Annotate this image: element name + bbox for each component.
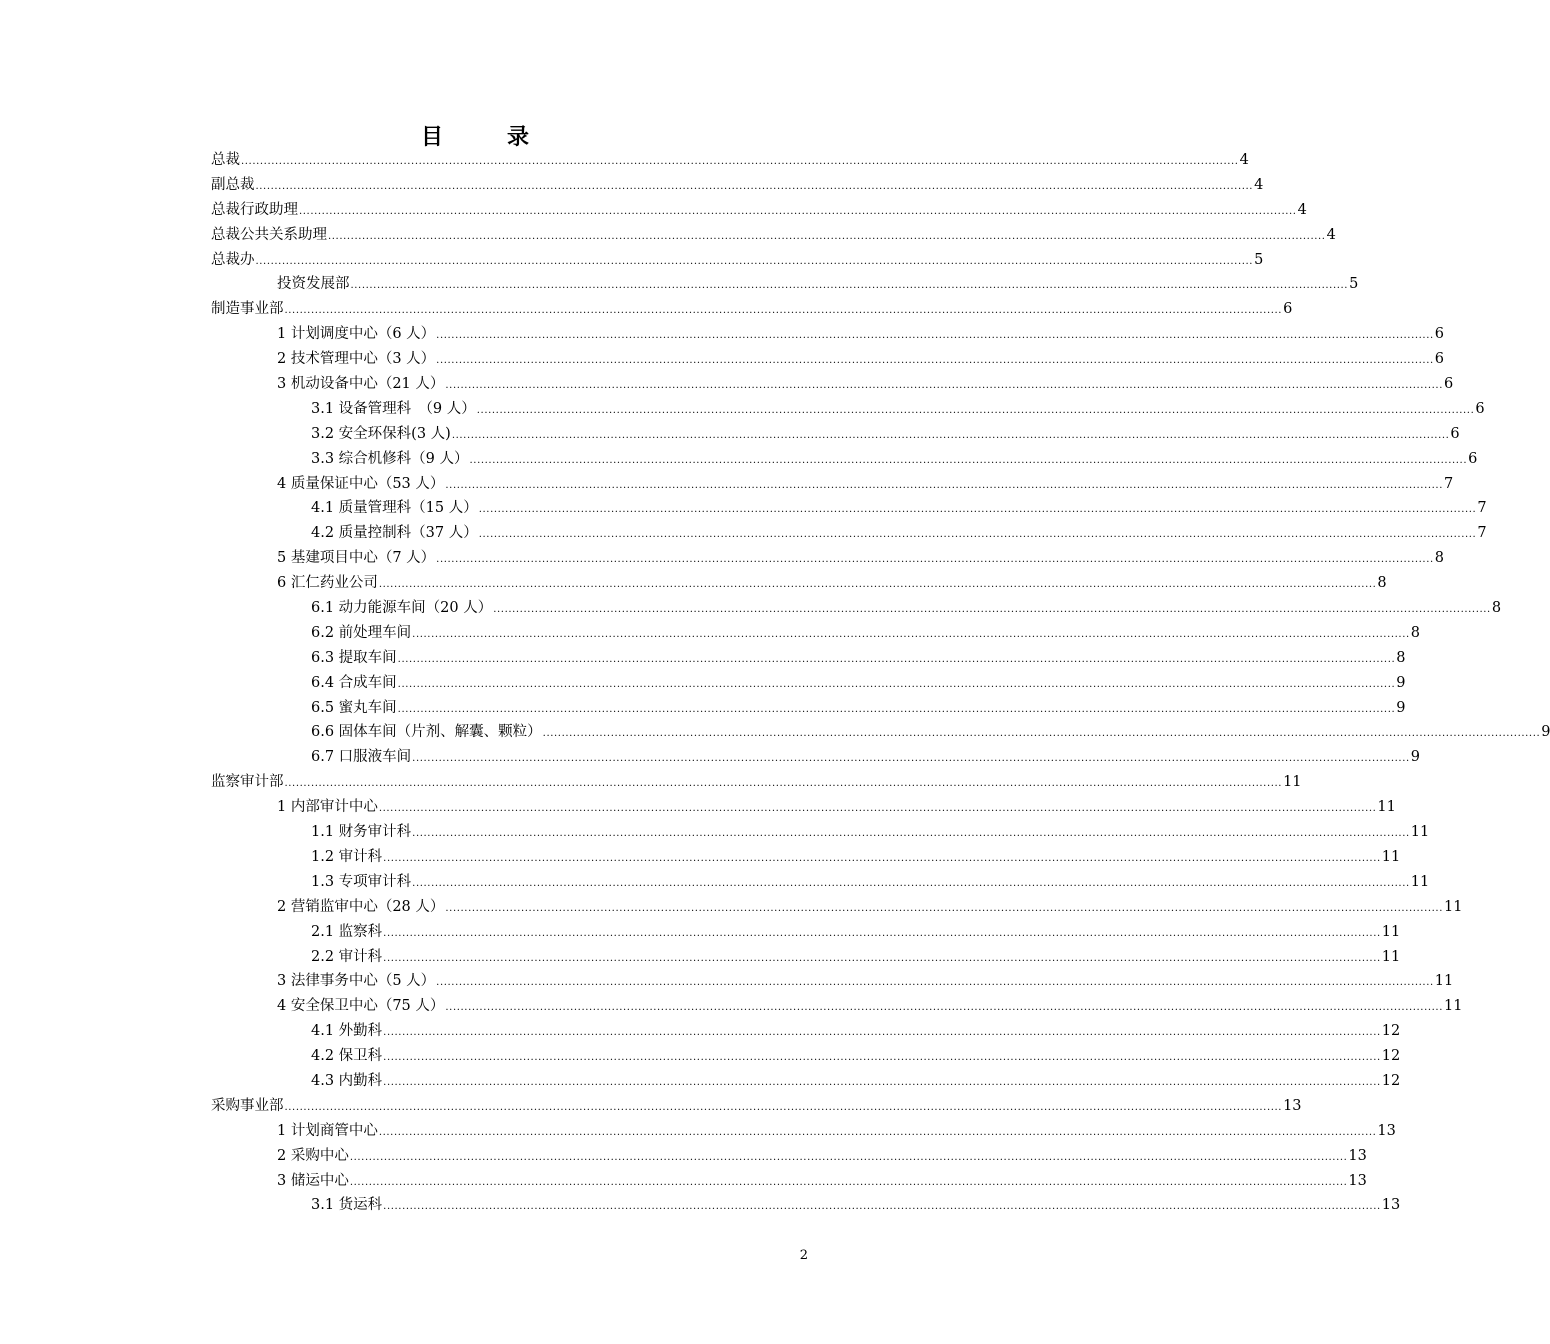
toc-entry[interactable]: [211, 297, 1293, 322]
toc-entry-page: 11: [1381, 948, 1401, 965]
toc-entry[interactable]: [211, 720, 1550, 745]
toc-entry-title: 2 技术管理中心（3 人）: [277, 351, 436, 368]
toc-leader-dots: [256, 175, 1254, 200]
toc-entry-title: 3 法律事务中心（5 人）: [277, 973, 436, 990]
toc-leader-dots: [285, 1096, 1283, 1121]
toc-leader-dots: [398, 673, 1396, 698]
toc-entry-title: 1.1 财务审计科: [311, 824, 412, 841]
toc-entry-title: 2.2 审计科: [311, 948, 383, 965]
toc-entry-page: 7: [1477, 525, 1487, 542]
toc-leader-dots: [436, 971, 1434, 996]
toc-entry[interactable]: [211, 223, 1336, 248]
toc-entry-page: 12: [1381, 1023, 1401, 1040]
toc-leader-dots: [299, 200, 1297, 225]
toc-entry-page: 7: [1443, 475, 1454, 492]
toc-entry-title: 副总裁: [211, 176, 255, 193]
toc-leader-dots: [452, 424, 1450, 449]
toc-entry-title: 4.2 质量控制科（37 人）: [311, 525, 478, 542]
toc-entry-page: 6: [1434, 326, 1444, 343]
toc-entry-title: 4 质量保证中心（53 人）: [277, 475, 445, 492]
toc-entry[interactable]: [211, 372, 1454, 397]
toc-entry-page: 6: [1475, 400, 1485, 417]
toc-entry[interactable]: [211, 696, 1406, 721]
toc-entry[interactable]: [211, 870, 1430, 895]
toc-entry[interactable]: [211, 1094, 1302, 1119]
title-char-2: 录: [507, 124, 530, 150]
toc-entry-title: 6.2 前处理车间: [311, 624, 412, 641]
toc-leader-dots: [436, 349, 1434, 374]
toc-entry-page: 11: [1377, 799, 1396, 816]
page-number: 2: [799, 1248, 808, 1263]
toc-entry-title: 制造事业部: [211, 301, 284, 318]
toc-entry-page: 9: [1396, 699, 1406, 716]
toc-entry[interactable]: [211, 845, 1401, 870]
toc-entry[interactable]: [211, 571, 1387, 596]
toc-leader-dots: [470, 449, 1468, 474]
toc-leader-dots: [436, 548, 1434, 573]
toc-leader-dots: [445, 474, 1443, 499]
toc-entry-page: 11: [1443, 898, 1463, 915]
toc-entry-page: 11: [1283, 774, 1302, 791]
toc-entry-page: 5: [1254, 251, 1264, 268]
toc-entry-page: 6: [1468, 450, 1478, 467]
toc-entry[interactable]: [211, 546, 1444, 571]
toc-entry[interactable]: [211, 1044, 1401, 1069]
toc-entry-page: 12: [1381, 1048, 1401, 1065]
toc-leader-dots: [383, 1046, 1381, 1071]
toc-leader-dots: [379, 573, 1377, 598]
toc-entry[interactable]: [211, 1169, 1367, 1194]
toc-entry-title: 4 安全保卫中心（75 人）: [277, 998, 445, 1015]
toc-entry-page: 6: [1283, 301, 1293, 318]
toc-entry-title: 6.6 固体车间（片剂、解囊、颗粒）: [311, 724, 542, 741]
toc-entry[interactable]: [211, 198, 1307, 223]
toc-entry[interactable]: [211, 397, 1485, 422]
toc-entry[interactable]: [211, 1193, 1401, 1218]
toc-leader-dots: [398, 648, 1396, 673]
toc-entry-page: 13: [1348, 1147, 1367, 1164]
toc-leader-dots: [350, 1171, 1348, 1196]
toc-entry-page: 4: [1297, 201, 1307, 218]
toc-entry-page: 6: [1443, 376, 1454, 393]
toc-leader-dots: [350, 1146, 1348, 1171]
toc-entry-page: 8: [1491, 600, 1502, 617]
toc-entry-title: 2 营销监审中心（28 人）: [277, 898, 445, 915]
toc-entry-page: 13: [1283, 1097, 1302, 1114]
toc-entry-title: 总裁办: [211, 251, 255, 268]
toc-entry-page: 4: [1239, 152, 1249, 168]
toc-leader-dots: [479, 523, 1477, 548]
toc-entry[interactable]: [211, 422, 1460, 447]
toc-leader-dots: [383, 1071, 1381, 1096]
toc-entry-page: 13: [1348, 1172, 1367, 1189]
toc-entry[interactable]: [211, 148, 1249, 173]
toc-leader-dots: [383, 947, 1381, 972]
toc-entry[interactable]: [211, 1019, 1401, 1044]
toc-entry[interactable]: [211, 646, 1406, 671]
toc-leader-dots: [285, 772, 1283, 797]
toc-entry-page: 11: [1443, 998, 1463, 1015]
toc-leader-dots: [256, 250, 1254, 275]
toc-entry-page: 5: [1349, 276, 1359, 293]
toc-entry-title: 总裁行政助理: [211, 201, 298, 218]
toc-leader-dots: [412, 822, 1410, 847]
toc-entry-title: 2.1 监察科: [311, 923, 383, 940]
toc-leader-dots: [383, 1195, 1381, 1220]
toc-entry[interactable]: [211, 770, 1302, 795]
toc-entry-page: 9: [1410, 749, 1420, 766]
toc-entry[interactable]: [211, 745, 1420, 770]
toc-leader-dots: [493, 598, 1491, 623]
toc-leader-dots: [445, 897, 1443, 922]
toc-entry-title: 采购事业部: [211, 1097, 284, 1114]
toc-leader-dots: [477, 399, 1475, 424]
toc-leader-dots: [479, 498, 1477, 523]
toc-entry-title: 6.4 合成车间: [311, 674, 397, 691]
toc-entry[interactable]: [211, 621, 1420, 646]
toc-entry[interactable]: [211, 795, 1396, 820]
toc-leader-dots: [379, 1121, 1377, 1146]
toc-entry[interactable]: [211, 248, 1264, 273]
toc-entry-title: 6 汇仁药业公司: [277, 575, 378, 592]
toc-entry[interactable]: [211, 945, 1401, 970]
toc-entry-title: 6.1 动力能源车间（20 人）: [311, 600, 493, 617]
toc-entry-title: 1 计划调度中心（6 人）: [277, 326, 436, 343]
toc-entry-title: 2 采购中心: [277, 1147, 349, 1164]
toc-entry-page: 9: [1541, 724, 1550, 741]
toc-entry-page: 11: [1434, 973, 1454, 990]
toc-leader-dots: [383, 1021, 1381, 1046]
toc-entry-page: 8: [1410, 624, 1420, 641]
toc-leader-dots: [398, 698, 1396, 723]
toc-entry-title: 1.2 审计科: [311, 848, 383, 865]
toc-entry-title: 3.1 货运科: [311, 1197, 383, 1214]
toc-leader-dots: [351, 274, 1349, 299]
toc-leader-dots: [412, 747, 1410, 772]
toc-entry[interactable]: [211, 596, 1502, 621]
toc-entry-title: 3.1 设备管理科 （9 人）: [311, 400, 476, 417]
toc-leader-dots: [543, 722, 1541, 747]
toc-leader-dots: [379, 797, 1377, 822]
toc-entry-page: 7: [1477, 500, 1487, 517]
toc-entry-title: 5 基建项目中心（7 人）: [277, 550, 436, 567]
toc-entry-page: 4: [1326, 226, 1336, 243]
toc-leader-dots: [412, 623, 1410, 648]
toc-entry-page: 4: [1254, 176, 1264, 193]
toc-leader-dots: [328, 225, 1326, 250]
toc-entry-page: 8: [1377, 575, 1387, 592]
toc-entry[interactable]: [211, 1144, 1367, 1169]
toc-leader-dots: [445, 374, 1443, 399]
toc-entry-page: 13: [1381, 1197, 1401, 1214]
toc-entry-title: 总裁公共关系助理: [211, 226, 327, 243]
toc-entry-title: 3.3 综合机修科（9 人）: [311, 450, 469, 467]
toc-leader-dots: [383, 922, 1381, 947]
toc-entry-page: 11: [1381, 848, 1401, 865]
toc-entry-title: 4.3 内勤科: [311, 1072, 383, 1089]
toc-entry-title: 4.2 保卫科: [311, 1048, 383, 1065]
toc-entry-title: 总裁: [211, 152, 240, 168]
toc-leader-dots: [383, 847, 1381, 872]
toc-entry-page: 8: [1396, 649, 1406, 666]
toc-entry[interactable]: [211, 820, 1430, 845]
table-of-contents: [211, 148, 1550, 1218]
toc-entry-title: 3 储运中心: [277, 1172, 349, 1189]
toc-entry-title: 监察审计部: [211, 774, 284, 791]
toc-entry[interactable]: [211, 895, 1463, 920]
toc-entry[interactable]: [211, 322, 1444, 347]
toc-entry-page: 11: [1410, 873, 1430, 890]
toc-leader-dots: [285, 299, 1283, 324]
toc-entry-page: 6: [1434, 351, 1444, 368]
toc-entry[interactable]: [211, 496, 1487, 521]
toc-leader-dots: [241, 150, 1239, 175]
toc-entry-title: 投资发展部: [277, 276, 350, 293]
toc-entry-page: 12: [1381, 1072, 1401, 1089]
toc-leader-dots: [412, 872, 1410, 897]
toc-entry-page: 11: [1410, 824, 1430, 841]
toc-entry-page: 13: [1377, 1122, 1396, 1139]
toc-entry[interactable]: [211, 1069, 1401, 1094]
toc-entry[interactable]: [211, 1119, 1396, 1144]
toc-entry-title: 1.3 专项审计科: [311, 873, 412, 890]
toc-entry-title: 4.1 外勤科: [311, 1023, 383, 1040]
toc-leader-dots: [436, 324, 1434, 349]
toc-entry[interactable]: [211, 521, 1487, 546]
toc-entry[interactable]: [211, 173, 1264, 198]
toc-entry-page: 8: [1434, 550, 1444, 567]
toc-entry[interactable]: [211, 920, 1401, 945]
toc-entry-title: 1 内部审计中心: [277, 799, 378, 816]
toc-entry-page: 9: [1396, 674, 1406, 691]
title-char-1: 目: [420, 124, 443, 150]
toc-entry-title: 6.5 蜜丸车间: [311, 699, 397, 716]
toc-entry[interactable]: [211, 969, 1454, 994]
toc-entry[interactable]: [211, 347, 1444, 372]
toc-entry-title: 6.3 提取车间: [311, 649, 397, 666]
toc-leader-dots: [445, 996, 1443, 1021]
toc-entry-title: 6.7 口服液车间: [311, 749, 412, 766]
toc-entry-title: 3 机动设备中心（21 人）: [277, 376, 445, 393]
toc-entry[interactable]: [211, 472, 1454, 497]
toc-entry-page: 11: [1381, 923, 1401, 940]
toc-entry-title: 3.2 安全环保科(3 人): [311, 425, 451, 442]
toc-entry[interactable]: [211, 671, 1406, 696]
page-title: [0, 123, 950, 151]
toc-entry[interactable]: [211, 272, 1359, 297]
toc-entry[interactable]: [211, 994, 1463, 1019]
toc-entry-title: 4.1 质量管理科（15 人）: [311, 500, 478, 517]
toc-entry-page: 6: [1450, 425, 1460, 442]
toc-entry-title: 1 计划商管中心: [277, 1122, 378, 1139]
toc-entry[interactable]: [211, 447, 1478, 472]
